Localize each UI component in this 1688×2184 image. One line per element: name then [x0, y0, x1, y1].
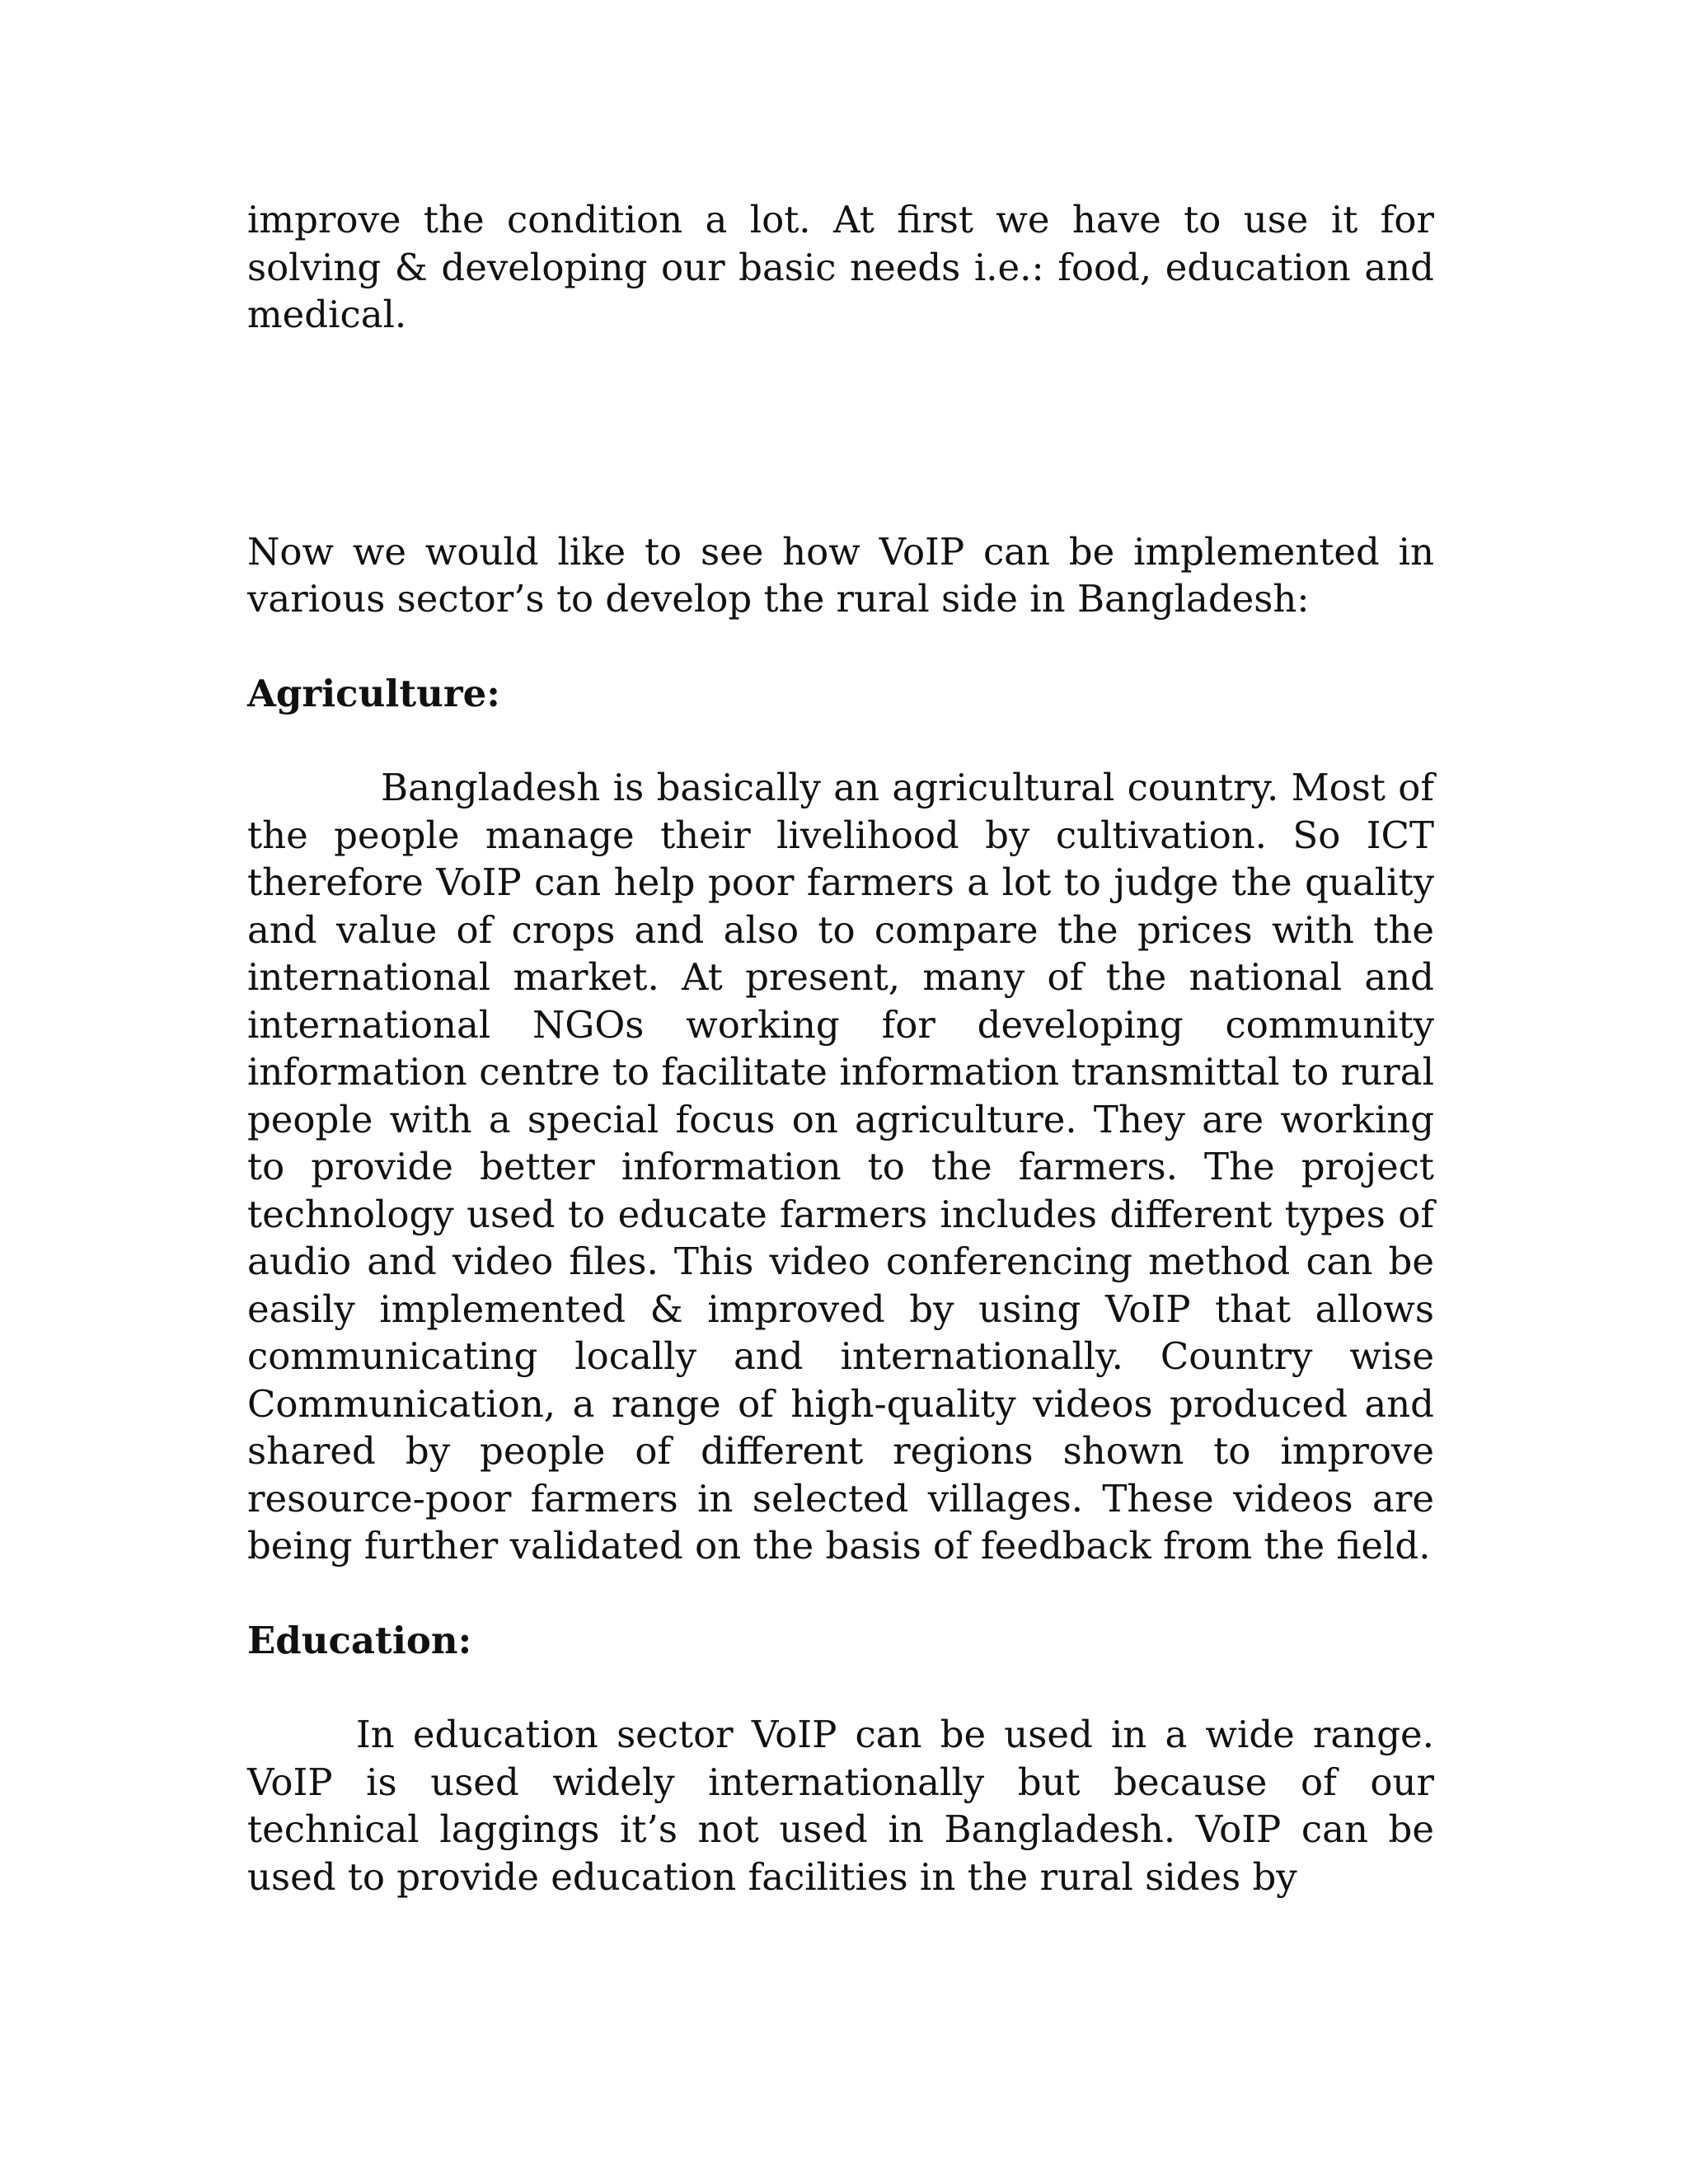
spacer	[247, 717, 1434, 764]
section-body-education: In education sector VoIP can be used in a wide range. VoIP is used widely internationally but because of our technical laggings it’s not used in Bangladesh. VoIP can be used to provide education facilities in the rural sides by	[247, 1713, 1434, 1899]
spacer	[247, 1570, 1434, 1617]
lead-paragraph: Now we would like to see how VoIP can be implemented in various sector’s to develop the rural side in Bangladesh:	[247, 529, 1434, 621]
intro-paragraph: improve the condition a lot. At first we have to use it for solving & developing our basic needs i.e.: food, education and medical.	[247, 198, 1434, 336]
section-heading-education: Education:	[247, 1618, 472, 1662]
spacer	[247, 623, 1434, 670]
spacer	[247, 1664, 1434, 1711]
spacer	[247, 339, 1434, 528]
section-body-agriculture: Bangladesh is basically an agricultural country. Most of the people manage their livelihood by cultivation. So ICT therefore VoIP can help poor farmers a lot to judge the quality and value of crops and also to compare the prices with the international market. At present, many of the national and international NGOs working for developing community information centre to facilitate information transmittal to rural people with a special focus on agriculture. They are working to provide better information to the farmers. The project technology used to educate farmers includes different types of audio and video files. This video conferencing method can be easily implemented & improved by using VoIP that allows communicating locally and internationally. Country wise Communication, a range of high-quality videos produced and shared by people of different regions shown to improve resource-poor farmers in selected villages. These videos are being further validated on the basis of feedback from the field.	[247, 766, 1434, 1568]
section-heading-agriculture: Agriculture:	[247, 671, 500, 715]
document-body	[247, 196, 1434, 1900]
